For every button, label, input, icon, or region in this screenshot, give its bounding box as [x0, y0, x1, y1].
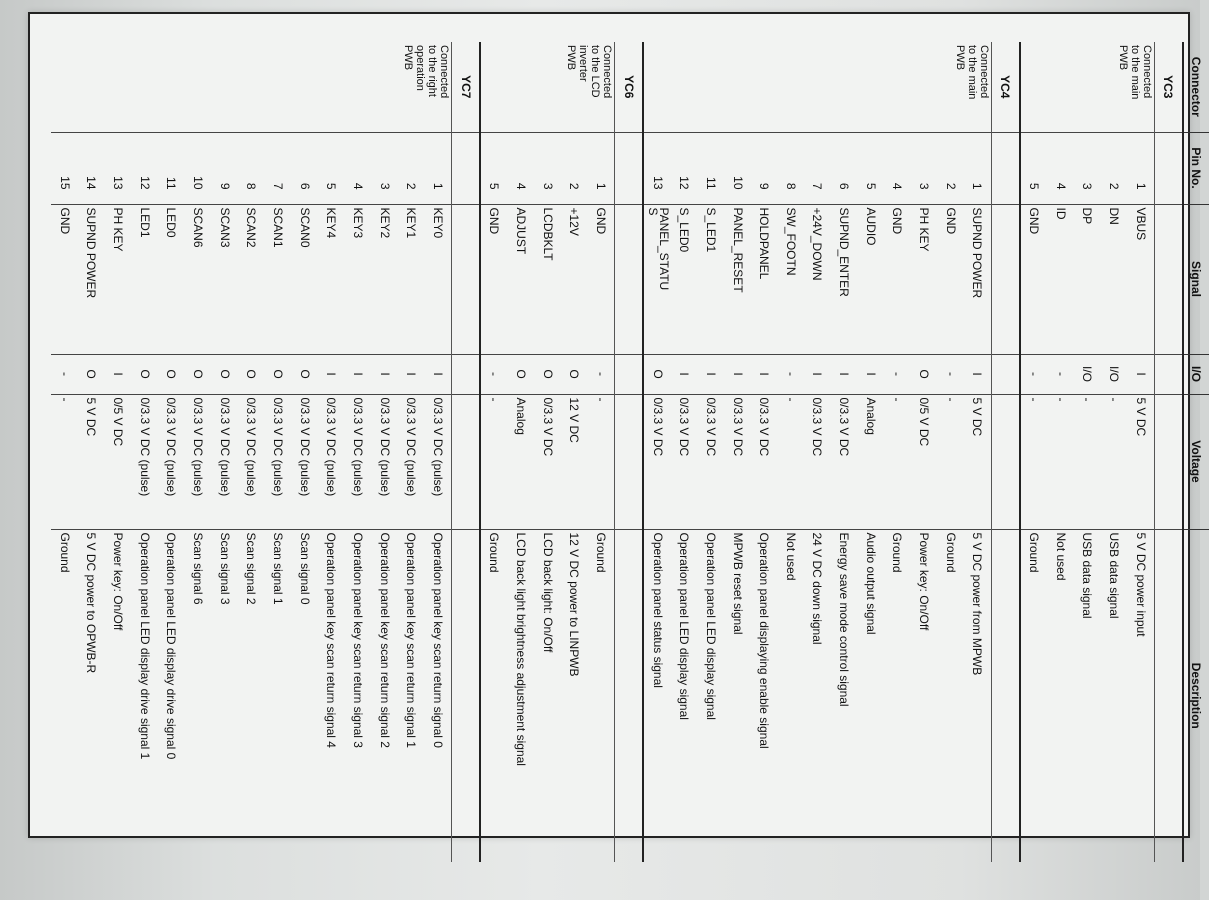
voltage-cell: - [1020, 394, 1048, 529]
pin-cell: 2 [1101, 132, 1128, 204]
table-row [804, 42, 831, 862]
pin-cell: 3 [534, 132, 561, 204]
table-row [964, 42, 991, 862]
connector-note-line: to the main [965, 45, 978, 100]
empty-cell [452, 132, 480, 204]
table-row [751, 42, 778, 862]
connector-note-line: operation [414, 45, 427, 91]
io-cell: - [588, 354, 615, 394]
empty-cell [1154, 394, 1182, 529]
description-cell: Ground [51, 529, 78, 862]
io-cell: - [1020, 354, 1048, 394]
signal-cell: SCAN6 [185, 204, 212, 354]
pin-cell: 1 [964, 132, 991, 204]
description-cell: Operation panel displaying enable signal [751, 529, 778, 862]
signal-cell: SUPND_ENTER [831, 204, 858, 354]
io-cell: O [78, 354, 105, 394]
connector-note-line: to the main [1128, 45, 1141, 100]
io-cell: I [671, 354, 698, 394]
table-row [937, 42, 964, 862]
signal-cell [643, 204, 671, 354]
description-cell: Scan signal 0 [291, 529, 318, 862]
signal-cell: ADJUST [508, 204, 535, 354]
table-row [671, 42, 698, 862]
voltage-cell: 0/3.3 V DC [804, 394, 831, 529]
pin-cell: 4 [345, 132, 372, 204]
description-cell: 24 V DC down signal [804, 529, 831, 862]
connector-group-title-row [1154, 42, 1182, 862]
io-cell: - [884, 354, 911, 394]
pin-cell: 1 [1127, 132, 1154, 204]
voltage-cell: - [1101, 394, 1128, 529]
signal-cell: S_LED1 [698, 204, 725, 354]
description-cell: Ground [588, 529, 615, 862]
io-cell: I [425, 354, 452, 394]
table-row [291, 42, 318, 862]
connector-note-line: Connected [601, 45, 614, 99]
signal-cell: LED0 [158, 204, 185, 354]
pin-cell: 5 [1020, 132, 1048, 204]
voltage-cell: 5 V DC [964, 394, 991, 529]
table-row [1047, 42, 1074, 862]
signal-cell: SUPND POWER [78, 204, 105, 354]
voltage-cell: 0/5 V DC [105, 394, 132, 529]
description-cell: Audio output signal [857, 529, 884, 862]
io-cell: O [265, 354, 292, 394]
pin-cell: 3 [911, 132, 938, 204]
voltage-cell: 0/3.3 V DC (pulse) [318, 394, 345, 529]
pin-cell: 8 [778, 132, 805, 204]
pin-cell: 13 [643, 132, 671, 204]
description-cell: Operation panel LED display signal [698, 529, 725, 862]
signal-cell: PH KEY [105, 204, 132, 354]
pin-cell: 7 [265, 132, 292, 204]
pin-cell: 4 [884, 132, 911, 204]
connector-note-line: PWB [953, 45, 966, 71]
header-connector: Connector [1183, 42, 1209, 132]
pin-cell: 12 [131, 132, 158, 204]
signal-cell: GND [51, 204, 78, 354]
table-row [1020, 42, 1048, 862]
empty-cell [1154, 132, 1182, 204]
table-row [131, 42, 158, 862]
connector-group-title-row [615, 42, 643, 862]
header-signal: Signal [1183, 204, 1209, 354]
connector-note-line: to the right [426, 45, 439, 97]
description-cell: Scan signal 3 [211, 529, 238, 862]
empty-cell [615, 132, 643, 204]
connector-note-line: to the LCD [589, 45, 602, 98]
voltage-cell: 0/3.3 V DC (pulse) [185, 394, 212, 529]
signal-cell: GND [937, 204, 964, 354]
pin-cell: 13 [105, 132, 132, 204]
signal-cell: KEY1 [398, 204, 425, 354]
signal-cell: GND [884, 204, 911, 354]
signal-cell: SCAN1 [265, 204, 292, 354]
voltage-cell: 0/3.3 V DC (pulse) [291, 394, 318, 529]
io-cell: - [778, 354, 805, 394]
io-cell: I [751, 354, 778, 394]
io-cell: I [1127, 354, 1154, 394]
empty-cell [452, 394, 480, 529]
connector-note-line: PWB [565, 45, 578, 71]
io-cell: I [831, 354, 858, 394]
signal-cell: AUDIO [857, 204, 884, 354]
table-row [1074, 42, 1101, 862]
description-cell: Operation panel key scan return signal 1 [398, 529, 425, 862]
pin-cell: 8 [238, 132, 265, 204]
header-voltage: Voltage [1183, 394, 1209, 529]
signal-cell: HOLDPANEL [751, 204, 778, 354]
empty-cell [615, 204, 643, 354]
description-cell: Energy save mode control signal [831, 529, 858, 862]
pin-cell: 4 [508, 132, 535, 204]
signal-cell: +12V [561, 204, 588, 354]
signal-cell: KEY0 [425, 204, 452, 354]
pin-cell: 5 [857, 132, 884, 204]
pin-cell: 6 [831, 132, 858, 204]
voltage-cell: 0/3.3 V DC (pulse) [238, 394, 265, 529]
empty-cell [1154, 529, 1182, 862]
signal-cell: KEY2 [371, 204, 398, 354]
pin-cell: 5 [480, 132, 508, 204]
io-cell: - [51, 354, 78, 394]
pin-cell: 9 [211, 132, 238, 204]
connector-note [643, 42, 991, 132]
io-cell: O [158, 354, 185, 394]
description-cell: 5 V DC power input [1127, 529, 1154, 862]
description-cell: Not used [778, 529, 805, 862]
description-cell: Power key: On/Off [911, 529, 938, 862]
pin-cell: 10 [185, 132, 212, 204]
io-cell: O [131, 354, 158, 394]
description-cell: Operation panel LED display drive signal 1 [131, 529, 158, 862]
io-cell: O [291, 354, 318, 394]
empty-cell [452, 354, 480, 394]
header-pin-no: Pin No. [1183, 132, 1209, 204]
io-cell: I [318, 354, 345, 394]
signal-cell: DP [1074, 204, 1101, 354]
pin-cell: 2 [937, 132, 964, 204]
empty-cell [452, 204, 480, 354]
voltage-cell: Analog [508, 394, 535, 529]
io-cell: O [534, 354, 561, 394]
table-row [158, 42, 185, 862]
pin-cell: 11 [158, 132, 185, 204]
voltage-cell: - [937, 394, 964, 529]
signal-text: PANEL_STATU [656, 207, 671, 291]
signal-cell: GND [1020, 204, 1048, 354]
description-cell: Operation panel key scan return signal 0 [425, 529, 452, 862]
voltage-cell: 0/3.3 V DC (pulse) [158, 394, 185, 529]
connector-note-line: Connected [438, 45, 451, 99]
header-io: I/O [1183, 354, 1209, 394]
connector-note-line: PWB [402, 45, 415, 71]
description-cell: 12 V DC power to LINPWB [561, 529, 588, 862]
voltage-cell: 0/3.3 V DC (pulse) [371, 394, 398, 529]
io-cell: I [398, 354, 425, 394]
io-cell: I [698, 354, 725, 394]
table-row [561, 42, 588, 862]
io-cell: - [937, 354, 964, 394]
connector-note-line: Connected [977, 45, 990, 99]
description-cell: Scan signal 6 [185, 529, 212, 862]
description-cell: Scan signal 1 [265, 529, 292, 862]
voltage-cell: - [1047, 394, 1074, 529]
io-cell: I [804, 354, 831, 394]
voltage-cell: 0/3.3 V DC (pulse) [265, 394, 292, 529]
signal-cell: GND [588, 204, 615, 354]
connector-name: YC6 [615, 42, 643, 132]
connector-note [480, 42, 615, 132]
empty-cell [991, 204, 1019, 354]
pin-cell: 9 [751, 132, 778, 204]
io-cell: O [238, 354, 265, 394]
io-cell: I [345, 354, 372, 394]
io-cell: O [185, 354, 212, 394]
io-cell: O [211, 354, 238, 394]
voltage-cell: 0/3.3 V DC [724, 394, 751, 529]
io-cell: I [857, 354, 884, 394]
table-row [265, 42, 292, 862]
pin-cell: 10 [724, 132, 751, 204]
pin-cell: 15 [51, 132, 78, 204]
empty-cell [615, 529, 643, 862]
table-header-row [1183, 42, 1209, 862]
voltage-cell: - [778, 394, 805, 529]
voltage-cell: - [1074, 394, 1101, 529]
pin-cell: 1 [425, 132, 452, 204]
voltage-cell: 0/3.3 V DC (pulse) [131, 394, 158, 529]
signal-cell: LCDBKLT [534, 204, 561, 354]
voltage-cell: Analog [857, 394, 884, 529]
io-cell: I [964, 354, 991, 394]
table-row [643, 42, 671, 862]
signal-cell: +24V_DOWN [804, 204, 831, 354]
connector-pin-table [51, 42, 1209, 862]
signal-cell: SCAN2 [238, 204, 265, 354]
table-row [724, 42, 751, 862]
voltage-cell: 12 V DC [561, 394, 588, 529]
empty-cell [991, 354, 1019, 394]
connector-note [51, 42, 452, 132]
description-cell: Ground [884, 529, 911, 862]
description-cell: Operation panel status signal [643, 529, 671, 862]
table-row [534, 42, 561, 862]
signal-cell: SCAN3 [211, 204, 238, 354]
table-row [78, 42, 105, 862]
voltage-cell: 5 V DC [78, 394, 105, 529]
description-cell: USB data signal [1101, 529, 1128, 862]
signal-cell: SCAN0 [291, 204, 318, 354]
description-cell: Power key: On/Off [105, 529, 132, 862]
signal-cell: LED1 [131, 204, 158, 354]
pin-cell: 6 [291, 132, 318, 204]
table-row [345, 42, 372, 862]
io-cell: - [480, 354, 508, 394]
signal-cell: SUPND POWER [964, 204, 991, 354]
signal-cell: GND [480, 204, 508, 354]
io-cell: - [1047, 354, 1074, 394]
signal-cell: S_LED0 [671, 204, 698, 354]
description-cell: MPWB reset signal [724, 529, 751, 862]
pin-cell: 4 [1047, 132, 1074, 204]
pin-cell: 2 [398, 132, 425, 204]
table-row [884, 42, 911, 862]
description-cell: 5 V DC power from MPWB [964, 529, 991, 862]
empty-cell [991, 132, 1019, 204]
voltage-cell: 0/3.3 V DC [534, 394, 561, 529]
header-description: Description [1183, 529, 1209, 862]
empty-cell [991, 529, 1019, 862]
description-cell: Scan signal 2 [238, 529, 265, 862]
description-cell: Not used [1047, 529, 1074, 862]
voltage-cell: 0/3.3 V DC [671, 394, 698, 529]
table-row [831, 42, 858, 862]
connector-note-line: Connected [1140, 45, 1153, 99]
empty-cell [991, 394, 1019, 529]
table-row [1101, 42, 1128, 862]
io-cell: I/O [1074, 354, 1101, 394]
io-cell: I [724, 354, 751, 394]
voltage-cell: 0/3.3 V DC [831, 394, 858, 529]
io-cell: O [508, 354, 535, 394]
signal-cell: KEY4 [318, 204, 345, 354]
table-row [857, 42, 884, 862]
io-cell: O [561, 354, 588, 394]
pin-cell: 12 [671, 132, 698, 204]
signal-cell: KEY3 [345, 204, 372, 354]
empty-cell [615, 354, 643, 394]
voltage-cell: 0/3.3 V DC [751, 394, 778, 529]
connector-note-line: inverter [577, 45, 590, 82]
connector-note-line: PWB [1116, 45, 1129, 71]
connector-group-title-row [991, 42, 1019, 862]
table-row [398, 42, 425, 862]
connector-group-title-row [452, 42, 480, 862]
document-page [28, 12, 1204, 838]
table-row [1127, 42, 1154, 862]
table-row [480, 42, 508, 862]
io-cell: O [643, 354, 671, 394]
voltage-cell: 0/3.3 V DC (pulse) [345, 394, 372, 529]
signal-cell: DN [1101, 204, 1128, 354]
table-row [588, 42, 615, 862]
description-cell: 5 V DC power to OPWB-R [78, 529, 105, 862]
pin-cell: 14 [78, 132, 105, 204]
table-row [508, 42, 535, 862]
voltage-cell: 0/3.3 V DC [698, 394, 725, 529]
io-cell: I/O [1101, 354, 1128, 394]
table-row [105, 42, 132, 862]
signal-cell: SW_FOOTN [778, 204, 805, 354]
voltage-cell: 0/3.3 V DC (pulse) [398, 394, 425, 529]
description-cell: Ground [1020, 529, 1048, 862]
pin-cell: 1 [588, 132, 615, 204]
connector-name: YC7 [452, 42, 480, 132]
table-row [211, 42, 238, 862]
signal-cell: PANEL_RESET [724, 204, 751, 354]
pin-cell: 2 [561, 132, 588, 204]
description-cell: Ground [937, 529, 964, 862]
table-row [425, 42, 452, 862]
table-row [238, 42, 265, 862]
io-cell: O [911, 354, 938, 394]
voltage-cell: 0/3.3 V DC (pulse) [425, 394, 452, 529]
voltage-cell: 0/3.3 V DC [643, 394, 671, 529]
voltage-cell: 0/3.3 V DC (pulse) [211, 394, 238, 529]
voltage-cell: - [884, 394, 911, 529]
pin-cell: 11 [698, 132, 725, 204]
description-cell: Ground [480, 529, 508, 862]
table-row [51, 42, 78, 862]
empty-cell [1154, 354, 1182, 394]
description-cell: LCD back light: On/Off [534, 529, 561, 862]
empty-cell [1154, 204, 1182, 354]
signal-text-wrap: S [645, 207, 660, 216]
description-cell: Operation panel key scan return signal 3 [345, 529, 372, 862]
description-cell: LCD back light brightness adjustment signal [508, 529, 535, 862]
voltage-cell: 5 V DC [1127, 394, 1154, 529]
pin-cell: 3 [371, 132, 398, 204]
voltage-cell: - [51, 394, 78, 529]
signal-cell: VBUS [1127, 204, 1154, 354]
voltage-cell: 0/5 V DC [911, 394, 938, 529]
table-row [778, 42, 805, 862]
signal-cell: PH KEY [911, 204, 938, 354]
empty-cell [452, 529, 480, 862]
empty-cell [615, 394, 643, 529]
table-row [185, 42, 212, 862]
table-row [911, 42, 938, 862]
pin-cell: 5 [318, 132, 345, 204]
io-cell: I [371, 354, 398, 394]
table-row [371, 42, 398, 862]
voltage-cell: - [480, 394, 508, 529]
pin-cell: 7 [804, 132, 831, 204]
connector-name: YC3 [1154, 42, 1182, 132]
connector-name: YC4 [991, 42, 1019, 132]
description-cell: USB data signal [1074, 529, 1101, 862]
description-cell: Operation panel LED display signal [671, 529, 698, 862]
description-cell: Operation panel key scan return signal 2 [371, 529, 398, 862]
voltage-cell: - [588, 394, 615, 529]
pin-cell: 3 [1074, 132, 1101, 204]
io-cell: I [105, 354, 132, 394]
description-cell: Operation panel key scan return signal 4 [318, 529, 345, 862]
description-cell: Operation panel LED display drive signal 0 [158, 529, 185, 862]
table-row [698, 42, 725, 862]
signal-cell: ID [1047, 204, 1074, 354]
table-body [51, 42, 1183, 862]
table-row [318, 42, 345, 862]
connector-note [1020, 42, 1155, 132]
